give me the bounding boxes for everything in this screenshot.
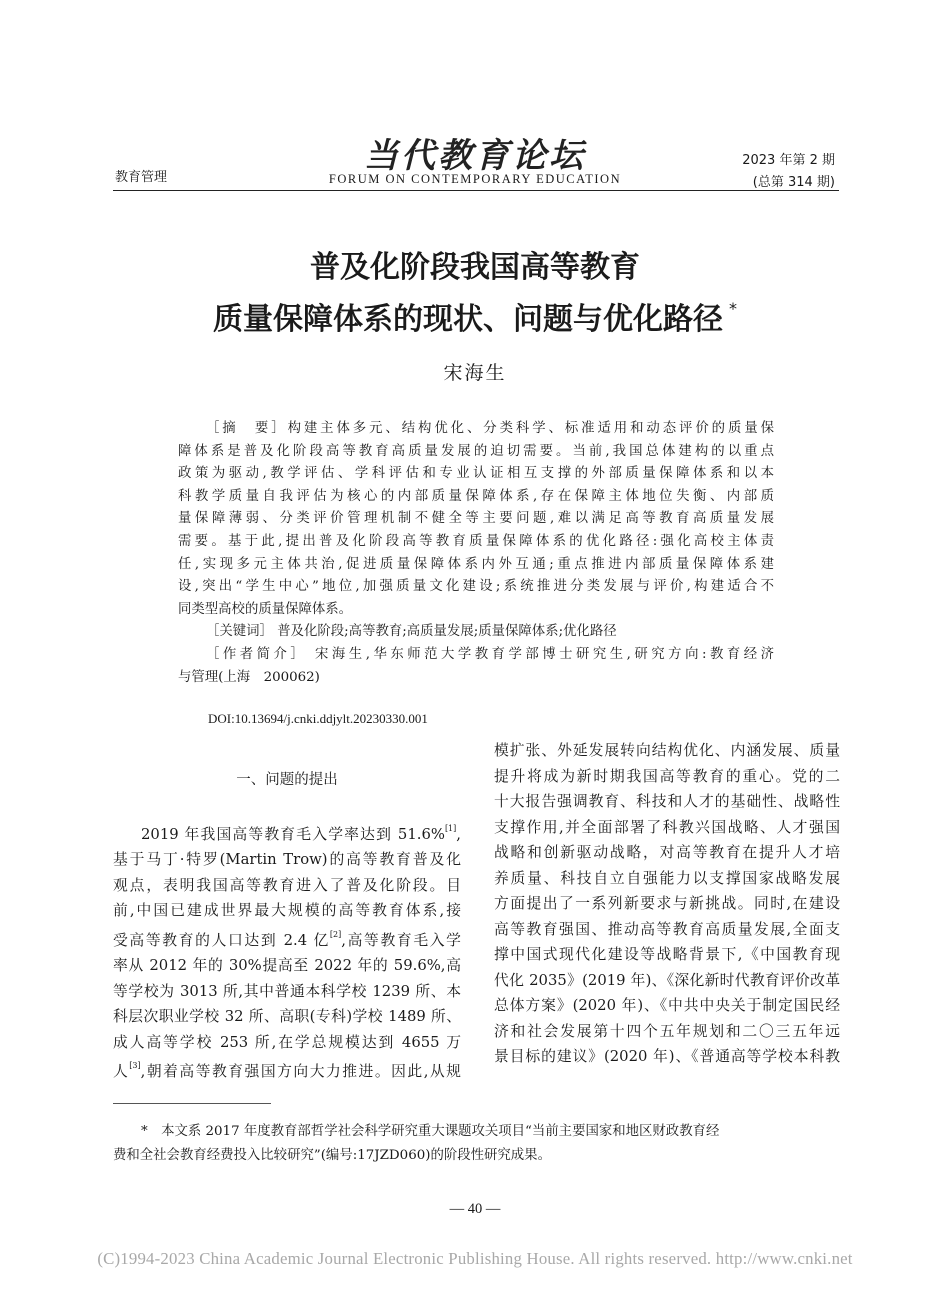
issue-info (742, 150, 835, 194)
citation-2[interactable]: [2] (329, 929, 342, 939)
author-bio-line: 与管理(上海 200062) (178, 669, 320, 685)
body-text: 人 (113, 1063, 130, 1081)
abstract-block (178, 418, 774, 689)
body-line: 成人高等学校 253 所,在学总规模达到 4655 万 (113, 1033, 461, 1051)
title-line-2-text: 质量保障体系的现状、问题与优化路径 (213, 302, 723, 337)
body-line: 代化 2035》(2019 年)、《深化新时代教育评价改革 (494, 971, 840, 989)
page-number: — 40 — (449, 1201, 501, 1217)
journal-english-name: FORUM ON CONTEMPORARY EDUCATION (328, 172, 622, 186)
abstract-line: 同类型高校的质量保障体系。 (178, 601, 353, 617)
journal-logo-calligraphy: 当代教育论坛 (364, 136, 586, 176)
body-line: 养质量、科技自立自强能力以支撑国家战略发展 (494, 869, 840, 887)
citation-1[interactable]: [1] (444, 824, 457, 833)
body-line: 总体方案》(2020 年)、《中共中央关于制定国民经 (494, 997, 840, 1014)
footnote (113, 1120, 841, 1168)
abstract-line: 科教学质量自我评估为核心的内部质量保障体系,存在保障主体地位失衡、内部质 (178, 488, 774, 504)
keywords (178, 621, 774, 644)
body-line: 支撑作用,并全面部署了科教兴国战略、人才强国 (494, 818, 840, 836)
body-line: 济和社会发展第十四个五年规划和二〇三五年远 (494, 1022, 840, 1040)
abstract-line: 政策为驱动,教学评估、学科评估和专业认证相互支撑的外部质量保障体系和以本 (178, 466, 774, 482)
body-line: 撑中国式现代化建设等战略背景下,《中国教育现 (494, 946, 840, 963)
body-line: 前,中国已建成世界最大规模的高等教育体系,接 (113, 902, 461, 920)
abstract-line: 障体系是普及化阶段高等教育高质量发展的迫切需要。当前,我国总体建构的以重点 (178, 443, 774, 459)
abstract-line: 任,实现多元主体共治,促进质量保障体系内外互通;重点推进内部质量保障体系建 (178, 556, 774, 572)
author-bio-first-line (178, 644, 774, 667)
body-line (113, 924, 461, 953)
footnote-line: 费和全社会教育经费投入比较研究”(编号:17JZD060)的阶段性研究成果。 (113, 1148, 551, 1163)
footnote-line: * 本文系 2017 年度教育部哲学社会科学研究重大课题攻关项目“当前主要国家和地区财政教育经 (141, 1124, 720, 1139)
copyright-watermark: (C)1994-2023 China Academic Journal Electronic Publishing House. All rights reserved. http://www.cnki.net (97, 1249, 853, 1268)
citation-3[interactable]: [3] (129, 1061, 141, 1071)
body-line: 模扩张、外延发展转向结构优化、内涵发展、质量 (494, 742, 840, 759)
body-line: 提升将成为新时期我国高等教育的重心。党的二 (494, 767, 840, 785)
abstract-line: 需要。基于此,提出普及化阶段高等教育质量保障体系的优化路径:强化高校主体责 (178, 533, 774, 549)
issue-number: 2023 年第 2 期 (742, 153, 835, 168)
author-bio-label: ［作者简介］ (206, 646, 308, 662)
body-line: 战略和创新驱动战略，对高等教育在提升人才培 (494, 844, 840, 861)
body-line: 景目标的建议》(2020 年)、《普通高等学校本科教 (494, 1048, 840, 1065)
author-bio-line: 宋海生,华东师范大学教育学部博士研究生,研究方向:教育经济 (315, 646, 774, 662)
body-text: 2019 年我国高等教育毛入学率达到 51.6% (141, 825, 445, 843)
abstract-label: ［摘 要］ (206, 421, 288, 436)
body-line: 等学校为 3013 所,其中普通本科学校 1239 所、本 (113, 982, 461, 1000)
section-heading: 一、问题的提出 (236, 772, 338, 788)
abstract-line: 量保障薄弱、分类评价管理机制不健全等主要问题,难以满足高等教育高质量发展 (178, 511, 774, 527)
right-column (494, 738, 840, 1070)
keywords-text: 普及化阶段;高等教育;高质量发展;质量保障体系;优化路径 (277, 624, 617, 640)
abstract-line: 构建主体多元、结构优化、分类科学、标准适用和动态评价的质量保 (287, 421, 775, 436)
body-line (113, 818, 461, 847)
body-text: ,朝着高等教育强国方向大力推进。因此,从规 (140, 1063, 461, 1081)
body-line: 科层次职业学校 32 所、高职(专科)学校 1489 所、 (113, 1008, 461, 1026)
body-line: 观点，表明我国高等教育进入了普及化阶段。目 (113, 876, 461, 894)
doi: DOI:10.13694/j.cnki.ddjylt.20230330.001 (208, 711, 428, 726)
title-line-2 (0, 290, 950, 342)
footnote-rule (113, 1103, 271, 1104)
section-label: 教育管理 (115, 170, 168, 185)
body-line: 高等教育强国、推动高等教育高质量发展,全面支 (494, 920, 840, 938)
left-column (113, 818, 461, 1085)
body-line: 基于马丁·特罗(Martin Trow)的高等教育普及化 (113, 851, 461, 869)
abstract-first-line (178, 418, 774, 441)
body-text: , (456, 825, 461, 843)
body-line (113, 1055, 461, 1084)
keywords-label: ［关键词］ (206, 624, 273, 640)
author-name: 宋海生 (443, 362, 507, 384)
body-text: 受高等教育的人口达到 2.4 亿 (113, 931, 330, 949)
abstract-line: 设,突出“学生中心”地位,加强质量文化建设;系统推进分类发展与评价,构建适合不 (178, 579, 774, 595)
body-line: 方面提出了一系列新要求与新挑战。同时,在建设 (494, 895, 840, 912)
title-line-1: 普及化阶段我国高等教育 (310, 250, 640, 285)
body-line: 十大报告强调教育、科技和人才的基础性、战略性 (494, 793, 840, 810)
paper-title (0, 245, 950, 342)
body-line: 率从 2012 年的 30%提高至 2022 年的 59.6%,高 (113, 957, 461, 975)
title-footnote-mark: * (729, 299, 737, 318)
body-text: ,高等教育毛入学 (341, 931, 461, 949)
issue-total: (总第 314 期) (752, 175, 835, 190)
header-rule (113, 190, 839, 191)
